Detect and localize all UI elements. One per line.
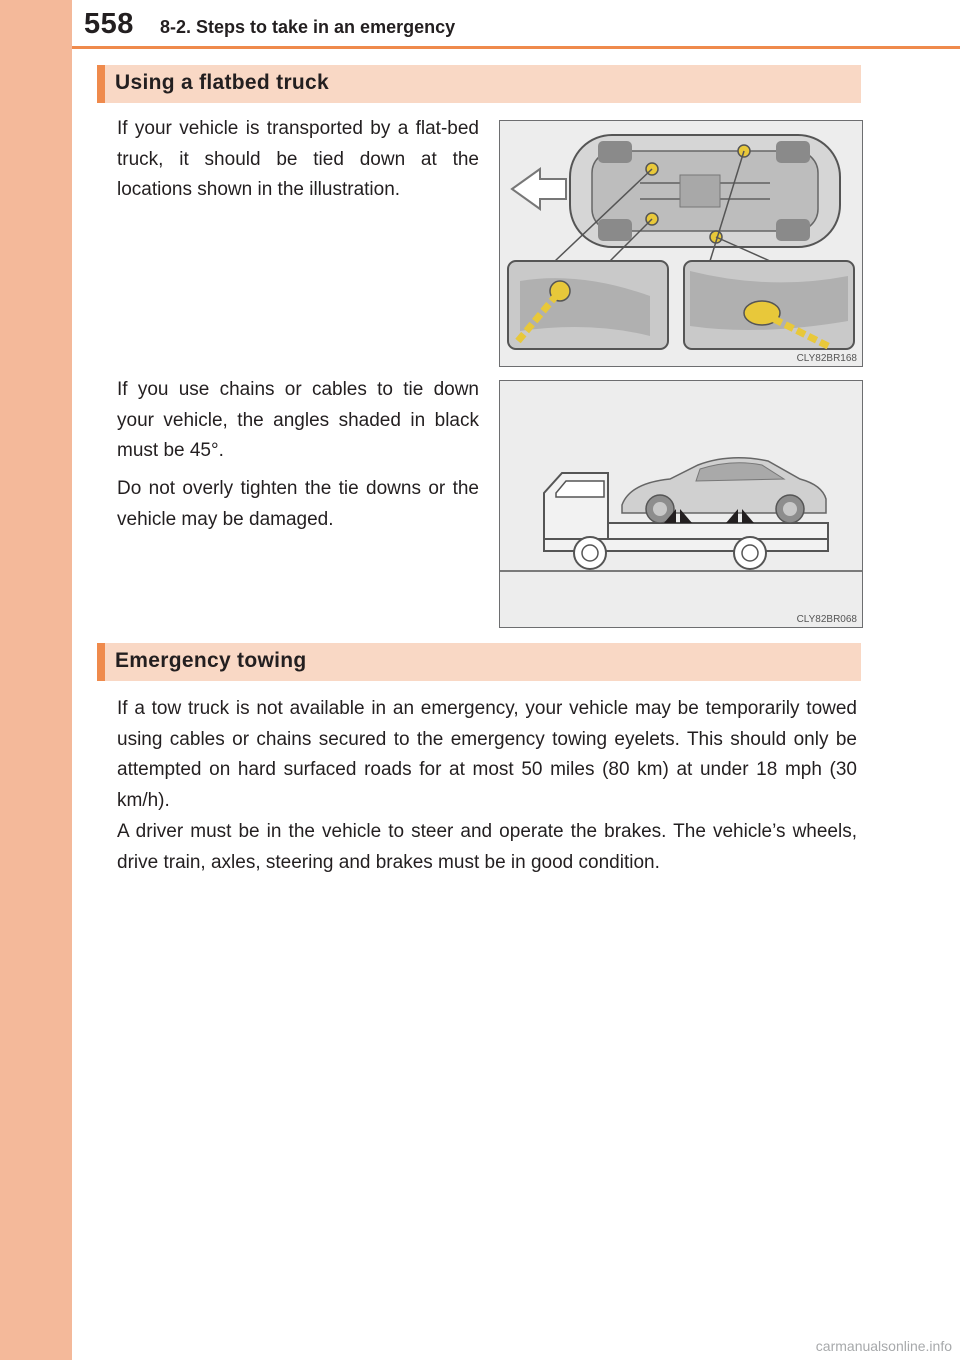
chapter-title: 8-2. Steps to take in an emergency [160, 17, 456, 37]
section-header-towing [97, 643, 861, 681]
watermark[interactable]: carmanualsonline.info [815, 1338, 952, 1354]
section-header-flatbed [97, 65, 861, 103]
towing-paragraph-2: A driver must be in the vehicle to steer and operate the brakes. The vehicle’s wheels, drive train, axles, steering and brakes must be in good condition. [117, 821, 857, 873]
page-number: 558 [84, 8, 134, 40]
rear-tie-down-detail [684, 261, 854, 349]
side-band [0, 0, 72, 1360]
flatbed-truck-illustration [499, 380, 863, 628]
figure-code: CLY82BR168 [796, 353, 857, 364]
section-title: Using a flatbed truck [115, 71, 330, 94]
figure-code: CLY82BR068 [796, 614, 857, 625]
vehicle-underbody-drawing [570, 135, 840, 247]
front-tie-down-detail [508, 261, 668, 349]
towing-paragraph-1: If a tow truck is not available in an emergency, your vehicle may be temporarily towed using cables or chains secured to the emergency towing eyelets. This should only be attempted on hard surfaced roads for at most 50 miles (80 km) at under 18 mph (30 km/h). [117, 698, 857, 811]
section-accent [97, 65, 105, 103]
section-accent [97, 643, 105, 681]
front-direction-arrow-icon [512, 169, 566, 209]
flatbed-paragraph-2: If you use chains or cables to tie down your vehicle, the angles shaded in black must be 45°. [117, 379, 479, 461]
section-title: Emergency towing [115, 649, 307, 672]
car-drawing [622, 458, 826, 523]
flatbed-paragraph-1: If your vehicle is transported by a flat-bed truck, it should be tied down at the locations shown in the illustration. [117, 118, 479, 200]
tie-down-locations-illustration [499, 120, 863, 367]
flatbed-paragraph-3: Do not overly tighten the tie downs or the vehicle may be damaged. [117, 478, 479, 530]
header-rule [72, 46, 960, 49]
